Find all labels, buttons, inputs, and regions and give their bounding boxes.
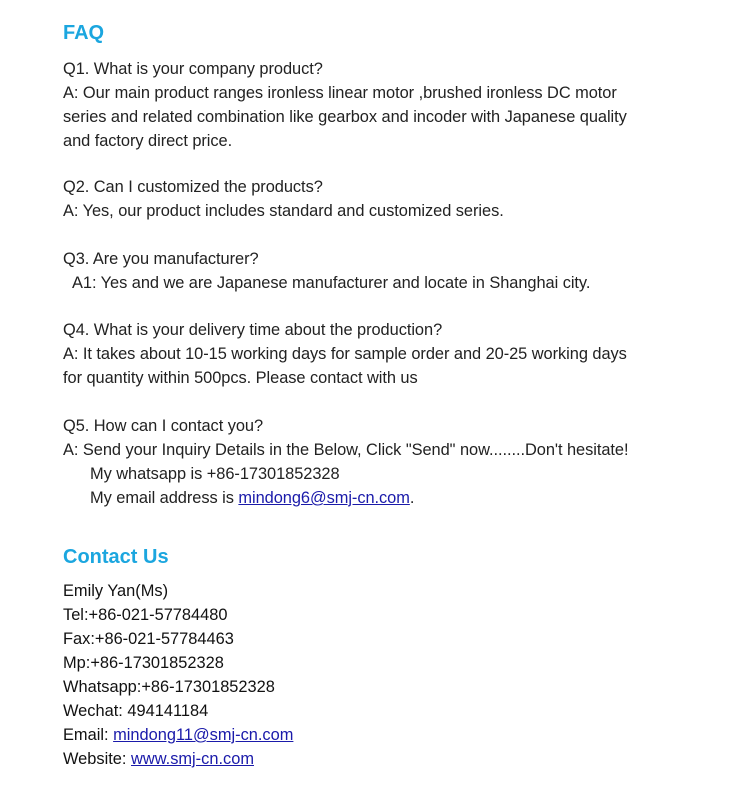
faq-email-link[interactable]: mindong6@smj-cn.com	[238, 489, 410, 507]
faq-question: Q4. What is your delivery time about the production?	[63, 321, 443, 339]
faq-whatsapp-line: My whatsapp is +86-17301852328	[90, 465, 340, 483]
faq-answer-line: and factory direct price.	[63, 132, 233, 150]
faq-question: Q3. Are you manufacturer?	[63, 250, 259, 268]
faq-answer-line: A: Send your Inquiry Details in the Below, Click "Send" now........Don't hesitate!	[63, 441, 629, 459]
contact-email-label: Email:	[63, 726, 114, 744]
faq-answer-line: A1: Yes and we are Japanese manufacturer and locate in Shanghai city.	[72, 274, 591, 292]
contact-wechat: Wechat: 494141184	[63, 702, 209, 720]
faq-email-line	[63, 486, 629, 510]
contact-tel: Tel:+86-021-57784480	[63, 606, 228, 624]
faq-item-2	[63, 175, 504, 223]
faq-item-4	[63, 318, 627, 390]
faq-email-prefix: My email address is	[90, 489, 239, 507]
contact-website-line	[63, 747, 293, 771]
contact-website-label: Website:	[63, 750, 132, 768]
faq-answer-line: A: Our main product ranges ironless linear motor ,brushed ironless DC motor	[63, 84, 617, 102]
faq-item-5	[63, 414, 629, 510]
faq-email-suffix: .	[409, 489, 415, 507]
faq-item-3	[63, 247, 590, 295]
faq-item-1	[63, 57, 627, 153]
contact-website-link[interactable]: www.smj-cn.com	[131, 750, 254, 768]
contact-name: Emily Yan(Ms)	[63, 582, 169, 600]
contact-email-link[interactable]: mindong11@smj-cn.com	[113, 726, 294, 744]
faq-heading: FAQ	[63, 22, 105, 44]
faq-answer-line: A: It takes about 10-15 working days for sample order and 20-25 working days	[63, 345, 627, 363]
contact-email-line	[63, 723, 293, 747]
faq-question: Q1. What is your company product?	[63, 60, 323, 78]
faq-answer-line: series and related combination like gearbox and incoder with Japanese quality	[63, 108, 627, 126]
faq-question: Q5. How can I contact you?	[63, 417, 264, 435]
contact-heading: Contact Us	[63, 546, 169, 568]
faq-answer-line: A: Yes, our product includes standard and customized series.	[63, 202, 504, 220]
contact-details	[63, 579, 293, 771]
faq-question: Q2. Can I customized the products?	[63, 178, 323, 196]
contact-whatsapp: Whatsapp:+86-17301852328	[63, 678, 275, 696]
faq-answer-line: for quantity within 500pcs. Please contact with us	[63, 369, 418, 387]
contact-mp: Mp:+86-17301852328	[63, 654, 224, 672]
contact-fax: Fax:+86-021-57784463	[63, 630, 234, 648]
